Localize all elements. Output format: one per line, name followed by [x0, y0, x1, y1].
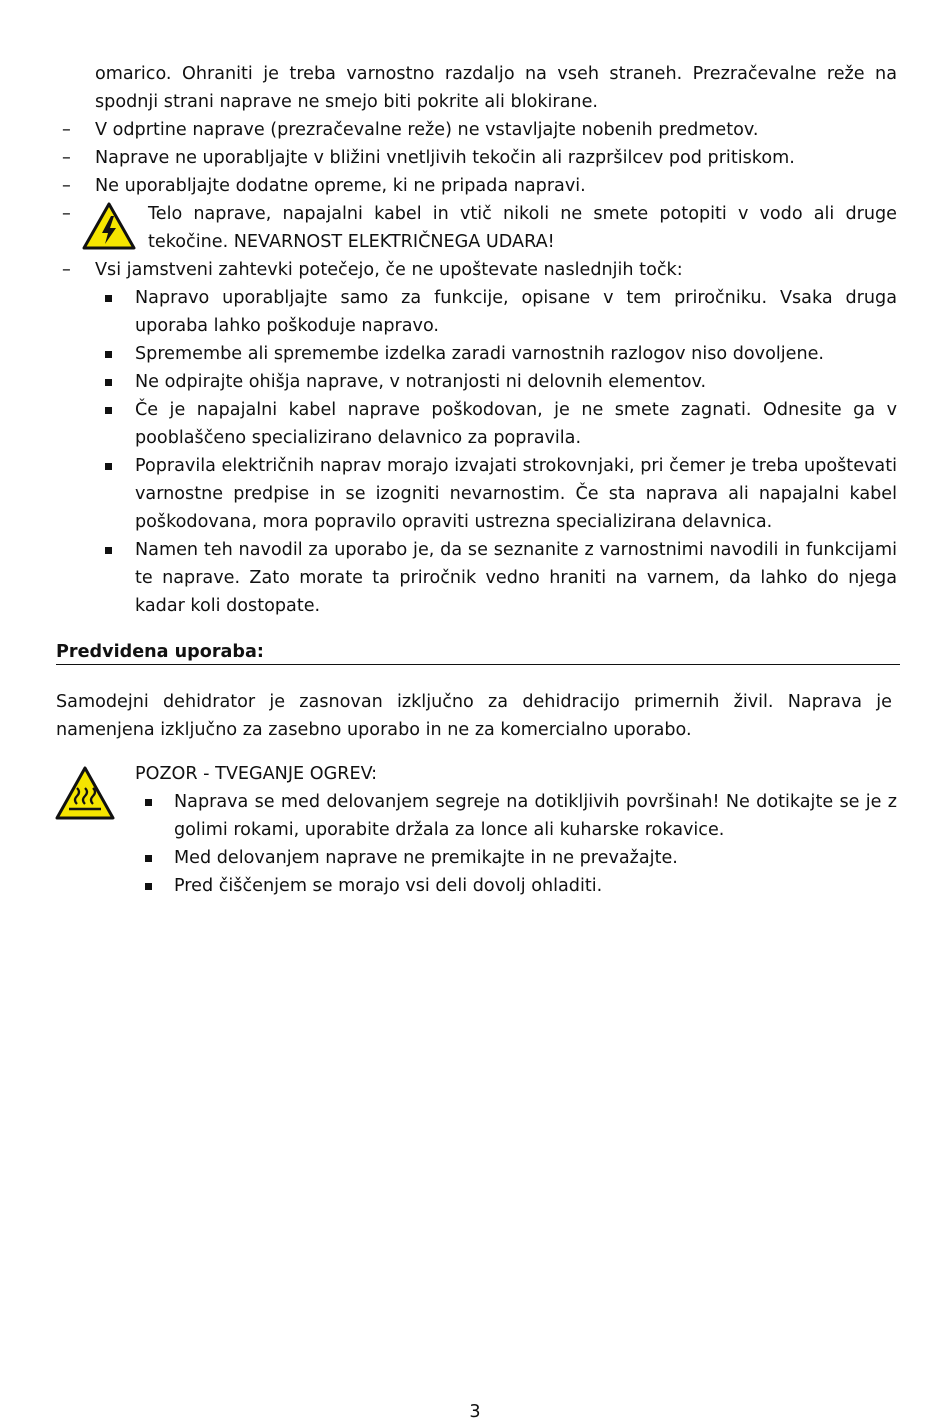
list-item [95, 396, 897, 452]
list-item-text: Napravo uporabljajte samo za funkcije, opisane v tem priročniku. Vsaka druga uporaba lahko poškoduje napravo. [135, 288, 897, 336]
section-heading: Predvidena uporaba: [56, 642, 264, 662]
list-item [56, 256, 897, 620]
square-bullet [105, 379, 112, 386]
safety-dash-list [56, 116, 897, 620]
list-item [56, 200, 897, 256]
dash-bullet: – [62, 176, 71, 196]
list-item-text: Vsi jamstveni zahtevki potečejo, če ne upoštevate naslednjih točk: [95, 260, 683, 280]
caution-list [135, 788, 897, 900]
list-item-text: Naprave ne uporabljajte v bližini vnetljivih tekočin ali razpršilcev pod pritiskom. [95, 148, 795, 168]
dash-bullet: – [62, 260, 71, 280]
list-item-text: Namen teh navodil za uporabo je, da se seznanite z varnostnimi navodili in funkcijami te naprave. Zato morate ta priročnik vedno hraniti na varnem, da lahko do njega kadar koli dostopate. [135, 540, 897, 616]
list-item [56, 116, 897, 144]
section-divider [56, 664, 900, 665]
page-number: 3 [469, 1402, 481, 1422]
list-item-text: Ne odpirajte ohišja naprave, v notranjosti ni delovnih elementov. [135, 372, 707, 392]
list-item [135, 788, 897, 844]
list-item-text: Spremembe ali spremembe izdelka zaradi varnostnih razlogov niso dovoljene. [135, 344, 825, 364]
caution-title: POZOR - TVEGANJE OGREV: [135, 764, 378, 784]
square-bullet [145, 883, 152, 890]
caution-block [135, 760, 897, 900]
list-item [95, 284, 897, 340]
list-item [56, 172, 897, 200]
list-item-text: Naprava se med delovanjem segreje na dotikljivih površinah! Ne dotikajte se je z golimi rokami, uporabite držala za lonce ali kuharske rokavice. [174, 792, 897, 840]
square-bullet [105, 407, 112, 414]
list-item [95, 368, 897, 396]
list-item-text: V odprtine naprave (prezračevalne reže) ne vstavljajte nobenih predmetov. [95, 120, 759, 140]
list-item [135, 872, 897, 900]
list-item [135, 844, 897, 872]
list-item [95, 340, 897, 368]
dash-bullet: – [62, 148, 71, 168]
square-bullet [105, 547, 112, 554]
warranty-conditions-list [95, 284, 897, 620]
list-item [56, 144, 897, 172]
list-item-text: Pred čiščenjem se morajo vsi deli dovolj ohladiti. [174, 876, 603, 896]
list-item-text: Med delovanjem naprave ne premikajte in ne prevažajte. [174, 848, 678, 868]
square-bullet [105, 295, 112, 302]
dash-bullet: – [62, 120, 71, 140]
list-item-text: Popravila električnih naprav morajo izvajati strokovnjaki, pri čemer je treba upoštevati varnostne predpise in se izogniti nevarnostim. Če sta naprava ali napajalni kabel poškodovana, mora popravilo opraviti ustrezna specializirana delavnica. [135, 456, 897, 532]
square-bullet [145, 855, 152, 862]
dash-bullet: – [62, 204, 71, 224]
list-item-text: Telo naprave, napajalni kabel in vtič nikoli ne smete potopiti v vodo ali druge tekočine. NEVARNOST ELEKTRIČNEGA UDARA! [148, 204, 897, 252]
list-item [95, 452, 897, 536]
square-bullet [145, 799, 152, 806]
electric-shock-warning-icon [82, 202, 136, 250]
square-bullet [105, 351, 112, 358]
intended-use-paragraph: Samodejni dehidrator je zasnovan izključno za dehidracijo primernih živil. Naprava je namenjena izključno za zasebno uporabo in ne za komercialno uporabo. [56, 692, 892, 740]
list-item-text: Ne uporabljajte dodatne opreme, ki ne pripada napravi. [95, 176, 586, 196]
continuation-paragraph: omarico. Ohraniti je treba varnostno razdaljo na vseh straneh. Prezračevalne reže na spodnji strani naprave ne smejo biti pokrite ali blokirane. [95, 64, 897, 112]
list-item-text: Če je napajalni kabel naprave poškodovan, je ne smete zagnati. Odnesite ga v pooblaščeno specializirano delavnico za popravila. [135, 400, 897, 448]
square-bullet [105, 463, 112, 470]
hot-surface-warning-icon [55, 766, 115, 820]
list-item [95, 536, 897, 620]
